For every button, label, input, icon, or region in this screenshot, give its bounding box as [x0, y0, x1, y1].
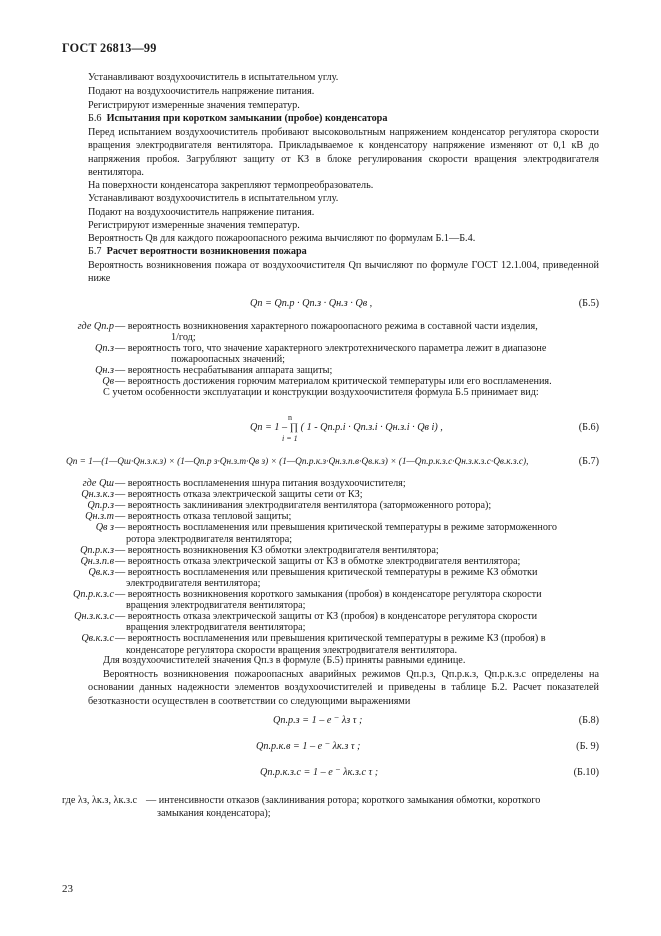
definition-text: вращения электродвигателя вентилятора; — [126, 600, 306, 612]
paragraph — [88, 259, 599, 286]
definition-text: — вероятность возникновения характерного пожароопасного режима в составной части изделия, — [115, 321, 538, 332]
definition-text: — вероятность того, что значение характерного электротехнического параметра лежит в диапазоне — [115, 343, 547, 354]
definition-symbol: Qв з — [95, 522, 114, 534]
equation-b5: Qп = Qп.р · Qп.з · Qн.з · Qв , — [250, 298, 373, 309]
paragraph-text: Перед испытанием воздухоочиститель пробивают высоковольтным напряжением конденсатор регулятора скорости вращения электродвигателя вентилятора. Прикладываемое к конденсатору напряжение изменяют от 0,1 кВ до напряжения пробоя. Загрубляют защиту от КЗ в блоке регулирования скорости вращения электродвигателя вентилятора. — [88, 127, 599, 178]
text-line: Устанавливают воздухоочиститель в испытательном углу. — [88, 193, 339, 204]
definition-text: — вероятность воспламенения или превышения критической температуры в режиме заторможенного — [115, 522, 557, 534]
paragraph — [88, 668, 599, 708]
equation-b8: Qп.р.з = 1 – e ⁻ λз τ ; — [273, 715, 363, 726]
equation-b7: Qп = 1—(1—Qш·Qн.з.к.з) × (1—Qп.р з·Qн.з.т·Qв з) × (1—Qп.р.к.з·Qн.з.п.в·Qв.к.з) × (1—Qп.р.к.з.с·Qн.з.к.з.с·Qв.к.з.с), — [66, 457, 529, 467]
document-header: ГОСТ 26813—99 — [62, 41, 157, 55]
definition-symbol: Qв — [102, 376, 114, 387]
definition-text: электродвигателя вентилятора; — [126, 577, 261, 589]
text-line: На поверхности конденсатора закрепляют термопреобразователь. — [88, 180, 374, 191]
definition-text: — вероятность несрабатывания аппарата защиты; — [115, 365, 333, 376]
definition-text: — вероятность воспламенения шнура питания воздухоочистителя; — [115, 478, 406, 489]
paragraph-text: Вероятность возникновения пожароопасных аварийных режимов Qп.р.з, Qп.р.к.з, Qп.р.к.з.с определены на основании данных надежности элементов воздухоочистителей и приведены в таблице Б.2. Расчет показателей безотказности осуществлен в соответствии со следующими выражениями — [88, 669, 599, 707]
page-number: 23 — [62, 883, 73, 895]
definition-symbol: Qн.з.к.з.с — [74, 611, 114, 623]
definition-text: конденсаторе регулятора скорости вращения электродвигателя вентилятора. — [126, 644, 458, 656]
text-line: Вероятность Qв для каждого пожароопасного режима вычисляют по формулам Б.1—Б.4. — [88, 233, 476, 244]
text-line: Устанавливают воздухоочиститель в испытательном углу. — [88, 72, 339, 83]
equation-b10: Qп.р.к.з.с = 1 – e ⁻ λк.з.с τ ; — [260, 767, 379, 778]
text-line: Для воздухоочистителей значения Qп.з в формуле (Б.5) приняты равными единице. — [103, 655, 466, 666]
definition-text: — вероятность воспламенения или превышения критической температуры в режиме КЗ (пробоя) в — [115, 633, 546, 645]
text-line: Регистрируют измеренные значения температур. — [88, 100, 300, 111]
definition-text: 1/год; — [171, 332, 196, 343]
paragraph-text: Вероятность возникновения пожара от воздухоочистителя Qп вычисляют по формуле ГОСТ 12.1.004, приведенной ниже — [88, 260, 599, 285]
section-title: Испытания при коротком замыкании (пробое) конденсатора — [106, 113, 388, 124]
equation-number: (Б. 9) — [576, 741, 599, 752]
equation-number: (Б.7) — [578, 456, 599, 467]
definition-text: — вероятность отказа электрической защиты от КЗ (пробоя) в конденсаторе регулятора скорости — [115, 611, 538, 623]
product-upper-limit: n — [288, 413, 292, 422]
text-line: Регистрируют измеренные значения температур. — [88, 220, 300, 231]
paragraph — [88, 126, 599, 179]
definition-symbol: где Qп.р — [77, 321, 114, 332]
definition-symbol: Qн.з.к.з — [81, 489, 114, 501]
definition-symbol: Qп.з — [95, 343, 114, 354]
definition-text: — вероятность воспламенения или превышения критической температуры в режиме КЗ обмотки — [115, 566, 538, 578]
section-number: Б.7 — [88, 246, 102, 257]
equation-number: (Б.8) — [578, 715, 599, 726]
text-line: Подают на воздухоочиститель напряжение питания. — [88, 86, 315, 97]
text-line: Подают на воздухоочиститель напряжение питания. — [88, 207, 315, 218]
definition-symbol: Qп.р.к.з.с — [73, 589, 114, 600]
definition-symbol: где λз, λк.з, λк.з.с — [62, 795, 138, 806]
section-heading-b7 — [88, 246, 599, 258]
text-line: С учетом особенности эксплуатации и конструкции воздухоочистителя формула Б.5 принимает вид: — [103, 387, 539, 398]
definition-text: ротора электродвигателя вентилятора; — [126, 533, 293, 545]
definition-symbol: Qп.р.к.з — [80, 544, 114, 556]
definition-text: — вероятность отказа электрической защиты сети от КЗ; — [115, 489, 363, 501]
section-title: Расчет вероятности возникновения пожара — [106, 246, 307, 257]
definition-text: замыкания конденсатора); — [157, 808, 271, 819]
equation-b6: Qп = 1 – ∏ ( 1 - Qп.р.i · Qп.з.i · Qн.з.i · Qв i) , — [250, 422, 443, 433]
definition-text: — вероятность достижения горючим материалом критической температуры или его воспламенения. — [115, 376, 552, 387]
definition-text: — вероятность отказа электрической защиты от КЗ в обмотке электродвигателя вентилятора; — [115, 555, 521, 567]
definition-symbol: Qп.р.з — [87, 500, 114, 512]
definition-text: вращения электродвигателя вентилятора; — [126, 622, 306, 634]
equation-number: (Б.6) — [578, 422, 599, 433]
equation-number: (Б.5) — [578, 298, 599, 309]
definition-text: — вероятность отказа тепловой защиты; — [115, 511, 292, 523]
definition-text: пожароопасных значений; — [171, 354, 285, 365]
definition-symbol: Qн.з.п.в — [80, 555, 114, 567]
section-number: Б.6 — [88, 113, 102, 124]
definition-symbol: Qв.к.з.с — [81, 633, 114, 645]
definition-text: — вероятность заклинивания электродвигателя вентилятора (заторможенного ротора); — [115, 500, 492, 512]
definition-symbol: Qв.к.з — [88, 566, 114, 578]
definition-text: — вероятность возникновения КЗ обмотки электродвигателя вентилятора; — [115, 544, 439, 556]
equation-b9: Qп.р.к.в = 1 – e ⁻ λк.з τ ; — [256, 741, 361, 752]
definition-text: — вероятность возникновения короткого замыкания (пробоя) в конденсаторе регулятора скорости — [115, 589, 542, 600]
section-heading-b6 — [88, 113, 599, 125]
product-lower-limit: i = 1 — [282, 434, 298, 443]
definition-symbol: где Qш — [82, 478, 114, 489]
definition-symbol: Qн.з.т — [85, 511, 114, 523]
equation-number: (Б.10) — [573, 767, 599, 778]
definition-text: — интенсивности отказов (заклинивания ротора; короткого замыкания обмотки, короткого — [146, 795, 541, 806]
definition-symbol: Qн.з — [95, 365, 114, 376]
